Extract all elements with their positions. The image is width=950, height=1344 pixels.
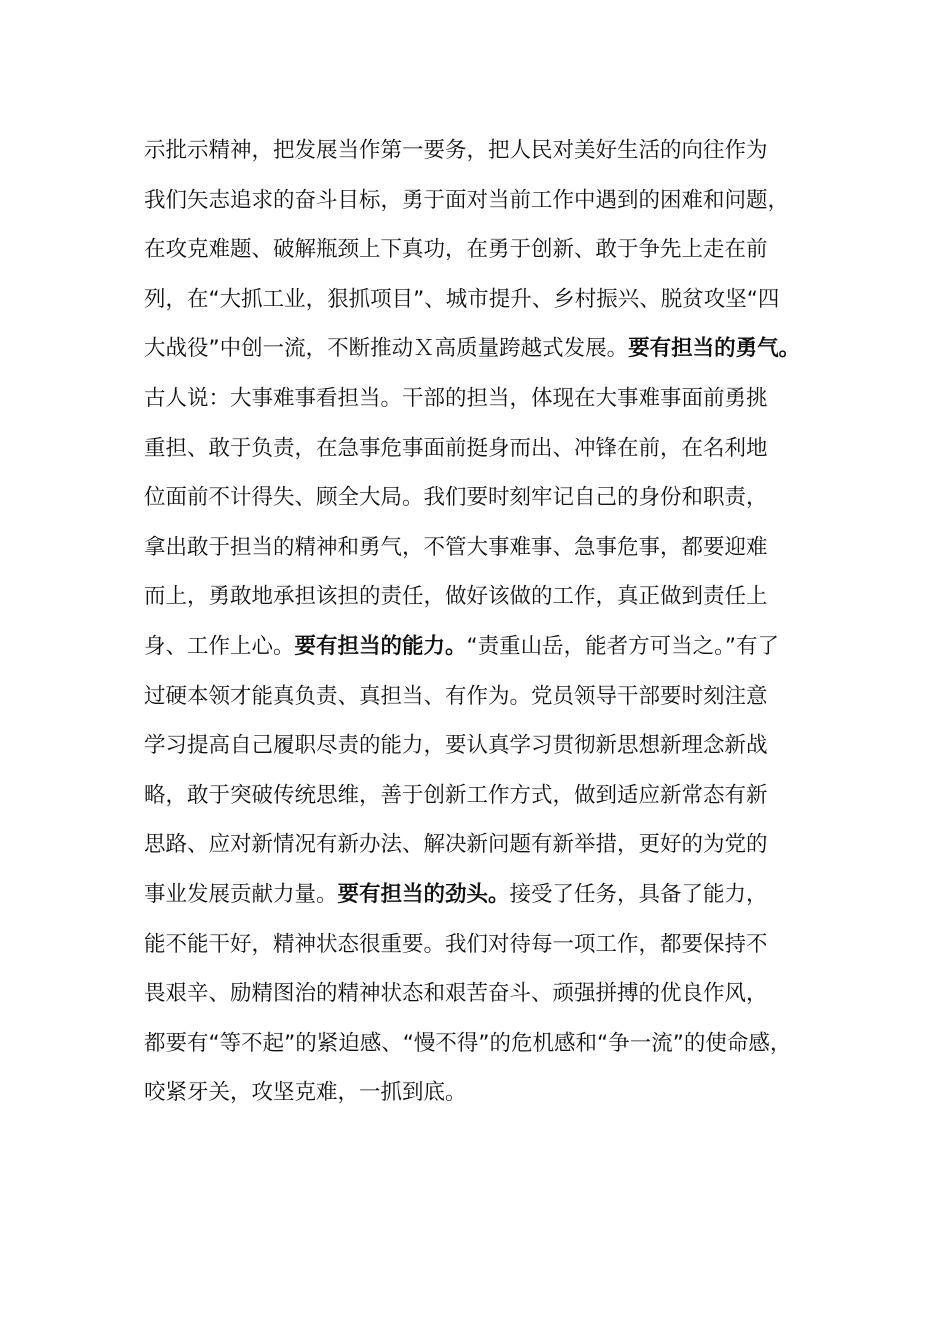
- text-run: 过硬本领才能真负责、真担当、有作为。党员领导干部要时刻注意: [144, 683, 768, 709]
- text-line: [144, 324, 824, 374]
- text-run: 位面前不计得失、顾全大局。我们要时刻牢记自己的身份和职责，: [144, 485, 768, 511]
- text-run: 思路、应对新情况有新办法、解决新问题有新举措，更好的为党的: [144, 832, 768, 858]
- text-run: 我们矢志追求的奋斗目标，勇于面对当前工作中遇到的困难和问题，: [144, 187, 790, 213]
- text-run: 咬紧牙关，攻坚克难，一抓到底。: [144, 1080, 467, 1106]
- text-line: [144, 721, 824, 771]
- text-run: 重担、敢于负责，在急事危事面前挺身而出、冲锋在前，在名利地: [144, 435, 768, 461]
- text-line: [144, 275, 824, 325]
- text-run: 拿出敢于担当的精神和勇气，不管大事难事、急事危事，都要迎难: [144, 534, 768, 560]
- text-line: [144, 1068, 824, 1118]
- body-paragraph: [144, 126, 824, 1118]
- text-line: [144, 622, 824, 672]
- text-run: 接受了任务，具备了能力，: [509, 881, 768, 907]
- text-line: [144, 1019, 824, 1069]
- text-run: 而上，勇敢地承担该担的责任，做好该做的工作，真正做到责任上: [144, 584, 768, 610]
- text-run: 都要有“等不起”的紧迫感、“慢不得”的危机感和“争一流”的使命感，: [144, 1030, 792, 1056]
- text-line: [144, 771, 824, 821]
- text-line: [144, 920, 824, 970]
- text-run: 大战役”中创一流，不断推动Ｘ高质量跨越式发展。: [144, 336, 629, 362]
- text-run: 略，敢于突破传统思维，善于创新工作方式，做到适应新常态有新: [144, 782, 768, 808]
- text-line: [144, 672, 824, 722]
- text-run: 在攻克难题、破解瓶颈上下真功，在勇于创新、敢于争先上走在前: [144, 237, 768, 263]
- text-line: [144, 176, 824, 226]
- bold-heading-drive: 要有担当的劲头。: [337, 881, 510, 907]
- text-run: 示批示精神，把发展当作第一要务，把人民对美好生活的向往作为: [144, 138, 768, 163]
- text-run: “责重山岳，能者方可当之。”有了: [466, 633, 780, 659]
- text-line: [144, 126, 824, 176]
- text-run: 畏艰辛、励精图治的精神状态和艰苦奋斗、顽强拼搏的优良作风，: [144, 981, 768, 1007]
- text-run: 学习提高自己履职尽责的能力，要认真学习贯彻新思想新理念新战: [144, 733, 768, 759]
- text-line: [144, 424, 824, 474]
- text-run: 事业发展贡献力量。: [144, 881, 338, 907]
- text-line: [144, 820, 824, 870]
- text-run: 列，在“大抓工业，狠抓项目”、城市提升、乡村振兴、脱贫攻坚“四: [144, 286, 780, 312]
- text-line: [144, 572, 824, 622]
- bold-heading-courage: 要有担当的勇气。: [628, 336, 801, 362]
- text-line: [144, 473, 824, 523]
- text-line: [144, 870, 824, 920]
- text-line: [144, 225, 824, 275]
- text-run: 身、工作上心。: [144, 633, 295, 659]
- text-line: [144, 969, 824, 1019]
- text-line: [144, 374, 824, 424]
- text-run: 能不能干好，精神状态很重要。我们对待每一项工作，都要保持不: [144, 931, 768, 957]
- bold-heading-ability: 要有担当的能力。: [294, 633, 467, 659]
- text-run: 古人说：大事难事看担当。干部的担当，体现在大事难事面前勇挑: [144, 385, 768, 411]
- text-line: [144, 523, 824, 573]
